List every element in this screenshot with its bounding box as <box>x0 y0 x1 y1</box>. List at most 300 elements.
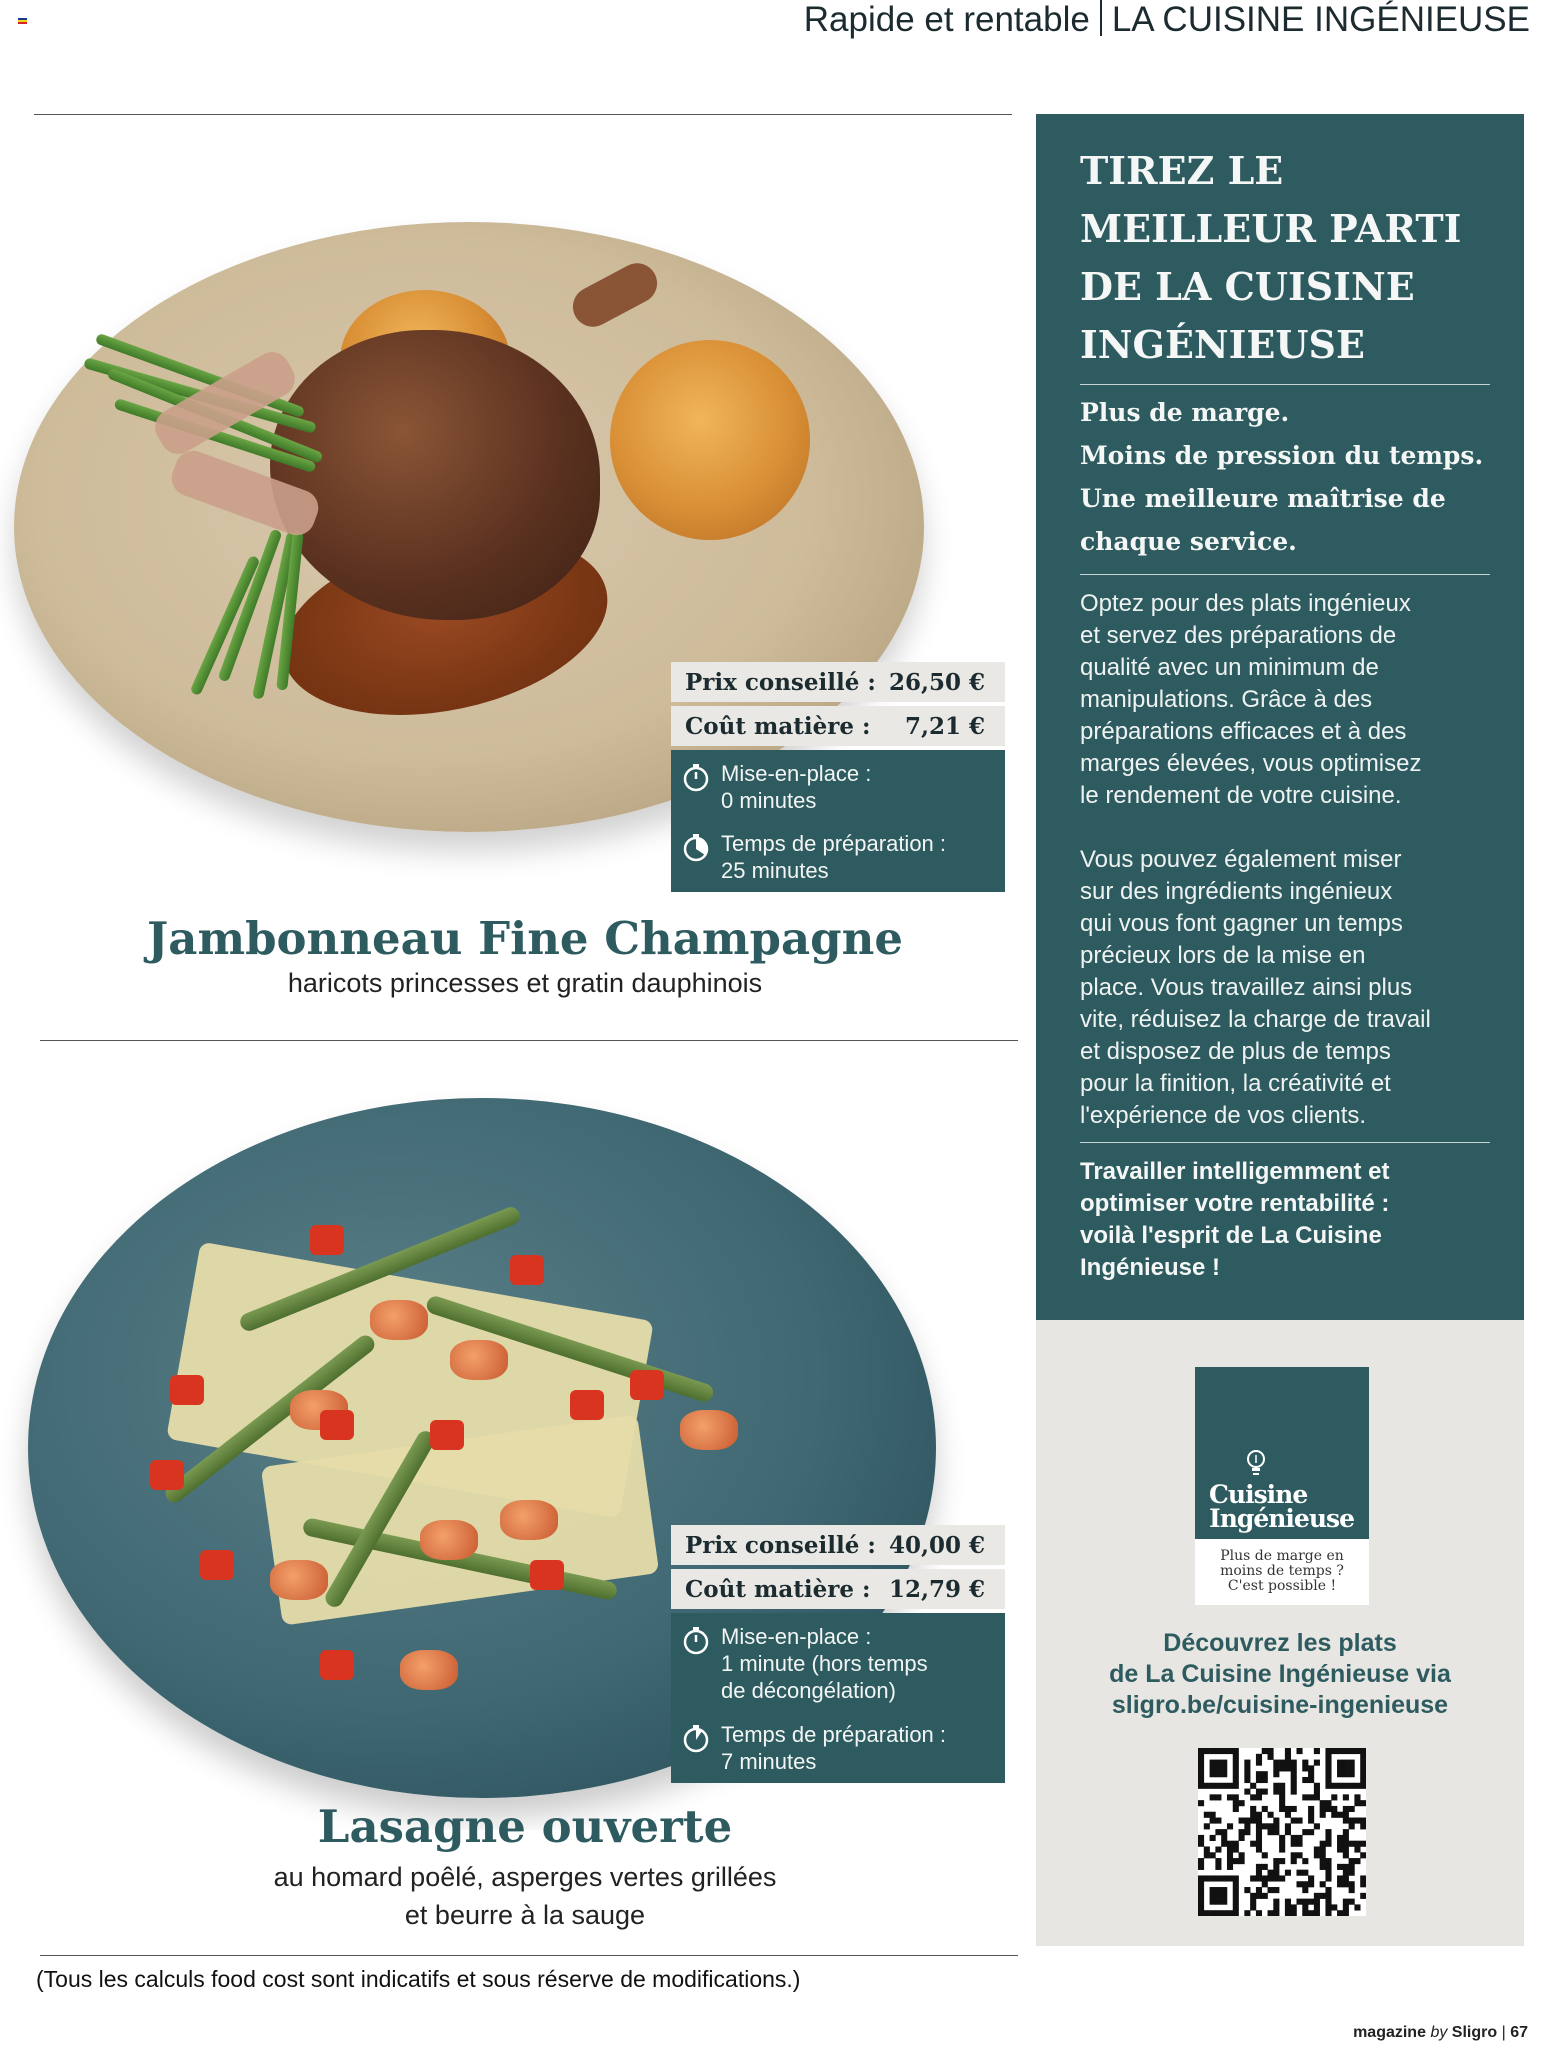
dish-subtitle-line: au homard poêlé, asperges vertes grillées <box>273 1862 777 1892</box>
qr-module <box>1343 1748 1349 1754</box>
qr-module <box>1273 1789 1279 1795</box>
qr-module <box>1325 1893 1331 1899</box>
qr-module <box>1291 1858 1297 1864</box>
closing-line: voilà l'esprit de La Cuisine <box>1080 1222 1382 1249</box>
paragraph-line: le rendement de votre cuisine. <box>1080 782 1402 809</box>
qr-module <box>1250 1783 1256 1789</box>
qr-module <box>1279 1783 1285 1789</box>
qr-module <box>1233 1748 1239 1754</box>
qr-module <box>1221 1899 1227 1905</box>
qr-module <box>1262 1875 1268 1881</box>
closing-line: optimiser votre rentabilité : <box>1080 1190 1390 1217</box>
page-header <box>804 0 1530 40</box>
qr-module <box>1349 1765 1355 1771</box>
qr-module <box>1215 1910 1221 1916</box>
qr-module <box>1268 1754 1274 1760</box>
qr-module <box>1302 1858 1308 1864</box>
discover-text <box>1036 1628 1524 1721</box>
qr-module <box>1273 1870 1279 1876</box>
qr-code[interactable] <box>1198 1748 1366 1916</box>
discover-link[interactable]: sligro.be/cuisine-ingenieuse <box>1111 1691 1449 1719</box>
qr-module <box>1256 1864 1262 1870</box>
page-number: 67 <box>1510 2024 1528 2041</box>
qr-module <box>1354 1783 1360 1789</box>
panel-lead-line: Moins de pression du temps. <box>1080 441 1484 470</box>
mise-en-place-value: 1 minute (hors temps <box>721 1651 928 1676</box>
tomato-dice <box>530 1560 564 1590</box>
qr-module <box>1210 1818 1216 1824</box>
qr-module <box>1215 1760 1221 1766</box>
price-row <box>671 1525 1005 1565</box>
qr-module <box>1337 1910 1343 1916</box>
qr-module <box>1285 1904 1291 1910</box>
panel-title-line: INGÉNIEUSE <box>1080 322 1365 367</box>
qr-module <box>1285 1823 1291 1829</box>
qr-module <box>1221 1829 1227 1835</box>
qr-module <box>1227 1794 1233 1800</box>
paragraph-line: préparations efficaces et à des <box>1080 718 1407 745</box>
qr-module <box>1296 1881 1302 1887</box>
qr-module <box>1291 1771 1297 1777</box>
qr-module <box>1314 1910 1320 1916</box>
qr-module <box>1308 1765 1314 1771</box>
qr-module <box>1325 1800 1331 1806</box>
header-divider <box>1100 0 1102 36</box>
stopwatch-icon <box>681 832 711 862</box>
qr-module <box>1262 1748 1268 1754</box>
qr-module <box>1256 1829 1262 1835</box>
qr-module <box>1349 1870 1355 1876</box>
qr-module <box>1314 1760 1320 1766</box>
qr-module <box>1337 1771 1343 1777</box>
qr-module <box>1233 1858 1239 1864</box>
qr-module <box>1360 1754 1366 1760</box>
mise-en-place-label: Mise-en-place : <box>721 1624 872 1649</box>
qr-module <box>1233 1754 1239 1760</box>
qr-module <box>1215 1846 1221 1852</box>
qr-module <box>1221 1771 1227 1777</box>
qr-module <box>1256 1893 1262 1899</box>
qr-module <box>1227 1858 1233 1864</box>
qr-module <box>1302 1881 1308 1887</box>
qr-module <box>1250 1875 1256 1881</box>
qr-module <box>1291 1783 1297 1789</box>
qr-module <box>1262 1789 1268 1795</box>
qr-module <box>1325 1887 1331 1893</box>
stopwatch-icon <box>681 1625 711 1655</box>
tagline-line: C'est possible ! <box>1227 1578 1337 1594</box>
qr-module <box>1325 1760 1331 1766</box>
qr-module <box>1210 1875 1216 1881</box>
qr-module <box>1268 1910 1274 1916</box>
qr-module <box>1227 1852 1233 1858</box>
qr-module <box>1296 1835 1302 1841</box>
discover-line: de La Cuisine Ingénieuse via <box>1109 1660 1451 1688</box>
cost-value: 7,21 € <box>904 712 985 740</box>
qr-module <box>1320 1893 1326 1899</box>
qr-module <box>1215 1748 1221 1754</box>
qr-module <box>1308 1875 1314 1881</box>
qr-module <box>1291 1818 1297 1824</box>
qr-module <box>1198 1910 1204 1916</box>
qr-module <box>1343 1771 1349 1777</box>
panel-title-line: TIREZ LE <box>1080 148 1284 193</box>
qr-module <box>1302 1887 1308 1893</box>
qr-module <box>1314 1846 1320 1852</box>
qr-module <box>1262 1771 1268 1777</box>
qr-module <box>1360 1777 1366 1783</box>
paragraph-line: Vous pouvez également miser <box>1080 846 1402 873</box>
tomato-dice <box>170 1375 204 1405</box>
qr-module <box>1354 1846 1360 1852</box>
footer-magazine: magazine <box>1353 2024 1426 2041</box>
panel-divider <box>1080 574 1490 575</box>
qr-module <box>1331 1794 1337 1800</box>
qr-module <box>1273 1887 1279 1893</box>
tomato-dice <box>320 1650 354 1680</box>
qr-module <box>1337 1783 1343 1789</box>
panel-lead-line: chaque service. <box>1080 527 1297 556</box>
qr-module <box>1256 1818 1262 1824</box>
qr-module <box>1331 1806 1337 1812</box>
qr-module <box>1204 1910 1210 1916</box>
qr-module <box>1360 1875 1366 1881</box>
qr-module <box>1273 1904 1279 1910</box>
qr-module <box>1256 1835 1262 1841</box>
qr-module <box>1233 1875 1239 1881</box>
qr-module <box>1204 1812 1210 1818</box>
qr-module <box>1244 1823 1250 1829</box>
footnote: (Tous les calculs food cost sont indicatifs et sous réserve de modifications.) <box>36 1966 801 1992</box>
qr-module <box>1273 1783 1279 1789</box>
qr-module <box>1325 1783 1331 1789</box>
qr-module <box>1233 1887 1239 1893</box>
qr-module <box>1325 1748 1331 1754</box>
qr-module <box>1221 1841 1227 1847</box>
qr-module <box>1262 1852 1268 1858</box>
qr-module <box>1239 1852 1245 1858</box>
qr-module <box>1198 1904 1204 1910</box>
lobster-piece <box>450 1340 508 1380</box>
qr-module <box>1215 1887 1221 1893</box>
qr-module <box>1354 1800 1360 1806</box>
qr-module <box>1343 1760 1349 1766</box>
qr-module <box>1314 1794 1320 1800</box>
qr-module <box>1273 1760 1279 1766</box>
logo-tagline <box>1195 1539 1369 1605</box>
qr-module <box>1354 1858 1360 1864</box>
qr-module <box>1256 1771 1262 1777</box>
qr-module <box>1302 1899 1308 1905</box>
qr-module <box>1291 1789 1297 1795</box>
qr-module <box>1279 1789 1285 1795</box>
paragraph-line: marges élevées, vous optimisez <box>1080 750 1422 777</box>
qr-module <box>1268 1823 1274 1829</box>
qr-module <box>1343 1881 1349 1887</box>
qr-module <box>1250 1893 1256 1899</box>
qr-module <box>1291 1835 1297 1841</box>
qr-module <box>1244 1818 1250 1824</box>
qr-module <box>1221 1893 1227 1899</box>
qr-module <box>1314 1904 1320 1910</box>
qr-module <box>1210 1748 1216 1754</box>
qr-module <box>1302 1777 1308 1783</box>
paragraph-line: l'expérience de vos clients. <box>1080 1102 1367 1129</box>
discover-line: Découvrez les plats <box>1163 1629 1397 1657</box>
price-box-lasagne <box>671 1525 1005 1783</box>
qr-module <box>1349 1760 1355 1766</box>
qr-module <box>1308 1771 1314 1777</box>
paragraph-line: qui vous font gagner un temps <box>1080 910 1403 937</box>
qr-module <box>1360 1841 1366 1847</box>
footer-by: by <box>1430 2024 1448 2041</box>
qr-module <box>1215 1771 1221 1777</box>
qr-module <box>1262 1777 1268 1783</box>
qr-module <box>1291 1777 1297 1783</box>
logo-name-line1: Cuisine <box>1209 1480 1308 1509</box>
qr-module <box>1343 1910 1349 1916</box>
qr-module <box>1320 1841 1326 1847</box>
qr-module <box>1244 1789 1250 1795</box>
qr-module <box>1227 1864 1233 1870</box>
qr-module <box>1210 1852 1216 1858</box>
panel-paragraph-2 <box>1080 844 1510 1132</box>
info-panel <box>1036 114 1524 1320</box>
lobster-piece <box>680 1410 738 1450</box>
qr-module <box>1343 1818 1349 1824</box>
section-rule <box>40 1040 1018 1041</box>
qr-module <box>1227 1841 1233 1847</box>
qr-module <box>1250 1794 1256 1800</box>
qr-module <box>1244 1760 1250 1766</box>
qr-module <box>1198 1783 1204 1789</box>
panel-closing <box>1080 1156 1510 1284</box>
qr-module <box>1279 1806 1285 1812</box>
qr-module <box>1320 1806 1326 1812</box>
qr-module <box>1354 1748 1360 1754</box>
qr-module <box>1256 1823 1262 1829</box>
qr-module <box>1325 1771 1331 1777</box>
qr-module <box>1239 1858 1245 1864</box>
qr-module <box>1343 1852 1349 1858</box>
qr-module <box>1360 1760 1366 1766</box>
tomato-dice <box>310 1225 344 1255</box>
panel-lead-line: Plus de marge. <box>1080 398 1290 427</box>
qr-module <box>1302 1760 1308 1766</box>
qr-module <box>1256 1870 1262 1876</box>
qr-module <box>1360 1823 1366 1829</box>
qr-module <box>1279 1800 1285 1806</box>
tagline-line: Plus de marge en <box>1220 1548 1344 1564</box>
gratin <box>610 340 810 540</box>
lobster-piece <box>270 1560 328 1600</box>
qr-module <box>1325 1835 1331 1841</box>
qr-module <box>1296 1870 1302 1876</box>
qr-module <box>1325 1777 1331 1783</box>
qr-module <box>1285 1754 1291 1760</box>
qr-module <box>1337 1875 1343 1881</box>
qr-module <box>1268 1870 1274 1876</box>
qr-module <box>1256 1841 1262 1847</box>
qr-module <box>1308 1899 1314 1905</box>
qr-module <box>1204 1823 1210 1829</box>
qr-module <box>1256 1887 1262 1893</box>
tomato-dice <box>430 1420 464 1450</box>
cost-value: 12,79 € <box>888 1575 985 1603</box>
qr-module <box>1198 1899 1204 1905</box>
panel-lead <box>1080 391 1500 563</box>
header-section: Rapide et rentable <box>803 0 1090 39</box>
price-value: 40,00 € <box>888 1531 985 1559</box>
qr-module <box>1360 1852 1366 1858</box>
qr-module <box>1308 1881 1314 1887</box>
qr-module <box>1291 1806 1297 1812</box>
qr-module <box>1349 1818 1355 1824</box>
qr-module <box>1215 1829 1221 1835</box>
qr-module <box>1215 1893 1221 1899</box>
qr-module <box>1349 1881 1355 1887</box>
qr-module <box>1227 1783 1233 1789</box>
mise-en-place-value: 0 minutes <box>721 788 817 813</box>
qr-module <box>1273 1771 1279 1777</box>
qr-module <box>1273 1823 1279 1829</box>
logo-name-line2: Ingénieuse <box>1209 1504 1354 1533</box>
qr-module <box>1302 1910 1308 1916</box>
qr-module <box>1308 1777 1314 1783</box>
lightbulb-icon <box>1245 1449 1267 1479</box>
qr-module <box>1273 1829 1279 1835</box>
qr-module <box>1256 1760 1262 1766</box>
qr-module <box>1198 1841 1204 1847</box>
qr-module <box>1285 1812 1291 1818</box>
cuisine-ingenieuse-logo <box>1195 1367 1369 1539</box>
qr-module <box>1204 1852 1210 1858</box>
qr-module <box>1331 1748 1337 1754</box>
qr-module <box>1262 1893 1268 1899</box>
qr-module <box>1239 1800 1245 1806</box>
qr-module <box>1343 1875 1349 1881</box>
qr-module <box>1273 1818 1279 1824</box>
qr-module <box>1215 1864 1221 1870</box>
qr-module <box>1349 1806 1355 1812</box>
panel-divider <box>1080 1142 1490 1143</box>
qr-module <box>1325 1765 1331 1771</box>
qr-module <box>1302 1765 1308 1771</box>
tomato-dice <box>150 1460 184 1490</box>
qr-module <box>1320 1852 1326 1858</box>
qr-module <box>1325 1754 1331 1760</box>
qr-module <box>1331 1783 1337 1789</box>
qr-module <box>1349 1841 1355 1847</box>
qr-module <box>1198 1754 1204 1760</box>
qr-module <box>1198 1765 1204 1771</box>
panel-title <box>1080 142 1500 374</box>
price-label: Prix conseillé : <box>685 1531 876 1559</box>
flag-icon <box>18 18 27 24</box>
qr-module <box>1349 1899 1355 1905</box>
qr-module <box>1210 1765 1216 1771</box>
dish-subtitle <box>40 1858 1010 1934</box>
qr-module <box>1279 1858 1285 1864</box>
cost-row <box>671 706 1005 746</box>
qr-module <box>1308 1806 1314 1812</box>
paragraph-line: et servez des préparations de <box>1080 622 1397 649</box>
price-value: 26,50 € <box>888 668 985 696</box>
qr-module <box>1337 1846 1343 1852</box>
qr-module <box>1314 1748 1320 1754</box>
qr-module <box>1198 1893 1204 1899</box>
price-box-jambonneau <box>671 662 1005 892</box>
qr-module <box>1268 1812 1274 1818</box>
qr-module <box>1233 1760 1239 1766</box>
qr-module <box>1343 1846 1349 1852</box>
dish-title: Jambonneau Fine Champagne <box>147 912 903 965</box>
qr-code-image <box>1198 1748 1366 1916</box>
qr-module <box>1325 1870 1331 1876</box>
qr-module <box>1320 1881 1326 1887</box>
qr-module <box>1256 1875 1262 1881</box>
qr-module <box>1239 1835 1245 1841</box>
panel-divider <box>1080 384 1490 385</box>
qr-module <box>1349 1823 1355 1829</box>
qr-module <box>1343 1899 1349 1905</box>
cost-row <box>671 1569 1005 1609</box>
qr-module <box>1296 1818 1302 1824</box>
qr-module <box>1273 1858 1279 1864</box>
tomato-dice <box>630 1370 664 1400</box>
footer-divider: | <box>1501 2024 1506 2041</box>
qr-module <box>1250 1812 1256 1818</box>
qr-module <box>1337 1835 1343 1841</box>
qr-module <box>1204 1783 1210 1789</box>
qr-module <box>1221 1765 1227 1771</box>
qr-module <box>1233 1765 1239 1771</box>
qr-module <box>1233 1910 1239 1916</box>
paragraph-line: pour la finition, la créativité et <box>1080 1070 1391 1097</box>
time-box <box>671 1613 1005 1783</box>
qr-module <box>1233 1794 1239 1800</box>
qr-module <box>1244 1765 1250 1771</box>
qr-module <box>1227 1910 1233 1916</box>
header-magazine-title: LA CUISINE INGÉNIEUSE <box>1111 0 1530 39</box>
qr-module <box>1215 1794 1221 1800</box>
qr-module <box>1291 1765 1297 1771</box>
qr-module <box>1325 1904 1331 1910</box>
tagline-line: moins de temps ? <box>1220 1563 1344 1579</box>
qr-module <box>1285 1899 1291 1905</box>
qr-module <box>1337 1841 1343 1847</box>
qr-module <box>1204 1846 1210 1852</box>
qr-module <box>1349 1887 1355 1893</box>
paragraph-line: vite, réduisez la charge de travail <box>1080 1006 1431 1033</box>
qr-module <box>1233 1771 1239 1777</box>
qr-module <box>1210 1783 1216 1789</box>
tomato-dice <box>510 1255 544 1285</box>
qr-module <box>1227 1823 1233 1829</box>
qr-module <box>1349 1864 1355 1870</box>
qr-module <box>1325 1841 1331 1847</box>
qr-module <box>1343 1783 1349 1789</box>
prep-time-label: Temps de préparation : <box>721 831 947 856</box>
qr-module <box>1210 1760 1216 1766</box>
qr-module <box>1349 1748 1355 1754</box>
qr-module <box>1239 1829 1245 1835</box>
qr-module <box>1291 1852 1297 1858</box>
dish-subtitle-line: et beurre à la sauge <box>404 1900 646 1930</box>
lobster-piece <box>400 1650 458 1690</box>
qr-module <box>1343 1829 1349 1835</box>
qr-module <box>1325 1864 1331 1870</box>
